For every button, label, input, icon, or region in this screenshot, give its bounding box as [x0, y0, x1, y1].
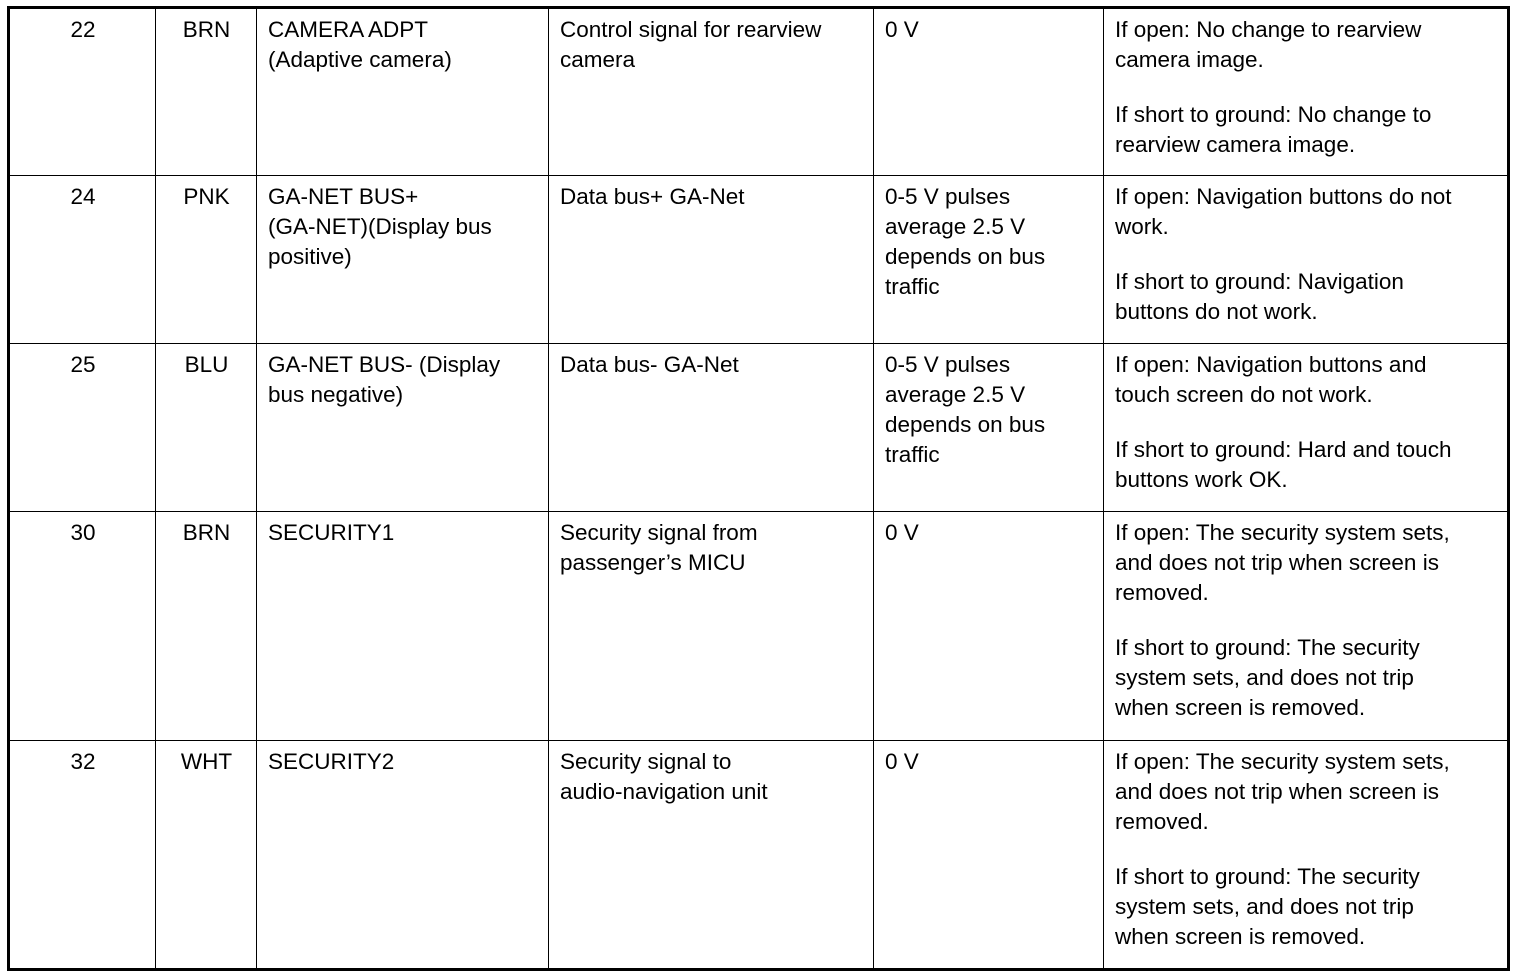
- signal-name-cell: [257, 176, 549, 344]
- description-cell-line: Data bus+ GA-Net: [560, 184, 745, 209]
- description-cell-line: Security signal from: [560, 520, 758, 545]
- signal-name-cell: [257, 8, 549, 176]
- condition-line: system sets, and does not trip: [1115, 665, 1414, 690]
- voltage-cell-line: 0 V: [885, 749, 919, 774]
- condition-paragraph: [1115, 350, 1497, 410]
- voltage-cell: [874, 8, 1104, 176]
- signal-name-cell-line: (Adaptive camera): [268, 47, 452, 72]
- conditions-cell: [1104, 8, 1509, 176]
- pinout-table-body: [9, 8, 1509, 970]
- signal-name-cell-line: GA-NET BUS- (Display: [268, 352, 501, 377]
- conditions-cell: [1104, 512, 1509, 741]
- signal-name-cell-line: CAMERA ADPT: [268, 17, 429, 42]
- description-cell: [549, 8, 874, 176]
- signal-name-cell-line: SECURITY1: [268, 520, 395, 545]
- table-row: [9, 8, 1509, 176]
- signal-name-cell: [257, 512, 549, 741]
- condition-line: buttons do not work.: [1115, 299, 1318, 324]
- voltage-cell: [874, 741, 1104, 970]
- signal-name-cell-line: positive): [268, 244, 352, 269]
- condition-line: If short to ground: Hard and touch: [1115, 437, 1452, 462]
- wire-color-cell: BLU: [156, 344, 257, 512]
- wire-color-cell: WHT: [156, 741, 257, 970]
- conditions-cell: [1104, 176, 1509, 344]
- condition-line: camera image.: [1115, 47, 1264, 72]
- condition-line: buttons work OK.: [1115, 467, 1288, 492]
- condition-line: If short to ground: The security: [1115, 635, 1420, 660]
- pin-number-cell: 24: [9, 176, 156, 344]
- pin-number-cell: 22: [9, 8, 156, 176]
- voltage-cell: [874, 344, 1104, 512]
- wire-color-cell: PNK: [156, 176, 257, 344]
- table-row: [9, 176, 1509, 344]
- condition-paragraph: [1115, 518, 1497, 608]
- voltage-cell-line: traffic: [885, 442, 940, 467]
- voltage-cell-line: depends on bus: [885, 244, 1046, 269]
- condition-line: If open: The security system sets,: [1115, 520, 1450, 545]
- voltage-cell-line: average 2.5 V: [885, 214, 1026, 239]
- description-cell: [549, 344, 874, 512]
- condition-line: work.: [1115, 214, 1169, 239]
- condition-line: If short to ground: Navigation: [1115, 269, 1404, 294]
- voltage-cell-line: 0-5 V pulses: [885, 184, 1011, 209]
- voltage-cell-line: traffic: [885, 274, 940, 299]
- condition-line: If short to ground: No change to: [1115, 102, 1432, 127]
- pin-number-cell: 25: [9, 344, 156, 512]
- conditions-cell: [1104, 344, 1509, 512]
- voltage-cell-line: depends on bus: [885, 412, 1046, 437]
- condition-paragraph: [1115, 747, 1497, 837]
- table-row: [9, 344, 1509, 512]
- signal-name-cell-line: GA-NET BUS+: [268, 184, 419, 209]
- signal-name-cell: [257, 344, 549, 512]
- signal-name-cell-line: SECURITY2: [268, 749, 395, 774]
- condition-paragraph: [1115, 100, 1497, 160]
- condition-line: removed.: [1115, 809, 1209, 834]
- signal-name-cell-line: bus negative): [268, 382, 404, 407]
- condition-line: If open: Navigation buttons and: [1115, 352, 1427, 377]
- voltage-cell-line: 0 V: [885, 17, 919, 42]
- voltage-cell-line: average 2.5 V: [885, 382, 1026, 407]
- condition-line: when screen is removed.: [1115, 695, 1366, 720]
- description-cell-line: Data bus- GA-Net: [560, 352, 739, 377]
- condition-line: If open: Navigation buttons do not: [1115, 184, 1452, 209]
- description-cell-line: camera: [560, 47, 636, 72]
- table-row: [9, 512, 1509, 741]
- description-cell: [549, 741, 874, 970]
- description-cell-line: audio-navigation unit: [560, 779, 768, 804]
- condition-line: removed.: [1115, 580, 1209, 605]
- conditions-cell: [1104, 741, 1509, 970]
- condition-line: touch screen do not work.: [1115, 382, 1373, 407]
- pin-number-cell: 30: [9, 512, 156, 741]
- condition-line: If open: The security system sets,: [1115, 749, 1450, 774]
- voltage-cell: [874, 176, 1104, 344]
- table-row: [9, 741, 1509, 970]
- condition-line: and does not trip when screen is: [1115, 779, 1439, 804]
- voltage-cell-line: 0 V: [885, 520, 919, 545]
- condition-paragraph: [1115, 862, 1497, 952]
- wire-color-cell: BRN: [156, 512, 257, 741]
- condition-paragraph: [1115, 633, 1497, 723]
- description-cell-line: Security signal to: [560, 749, 732, 774]
- wire-color-cell: BRN: [156, 8, 257, 176]
- condition-paragraph: [1115, 267, 1497, 327]
- condition-line: If short to ground: The security: [1115, 864, 1420, 889]
- signal-name-cell: [257, 741, 549, 970]
- voltage-cell: [874, 512, 1104, 741]
- condition-line: and does not trip when screen is: [1115, 550, 1439, 575]
- signal-name-cell-line: (GA-NET)(Display bus: [268, 214, 492, 239]
- condition-line: If open: No change to rearview: [1115, 17, 1422, 42]
- voltage-cell-line: 0-5 V pulses: [885, 352, 1011, 377]
- condition-line: when screen is removed.: [1115, 924, 1366, 949]
- condition-paragraph: [1115, 182, 1497, 242]
- condition-paragraph: [1115, 435, 1497, 495]
- description-cell: [549, 512, 874, 741]
- condition-line: rearview camera image.: [1115, 132, 1356, 157]
- description-cell: [549, 176, 874, 344]
- description-cell-line: passenger’s MICU: [560, 550, 746, 575]
- pin-number-cell: 32: [9, 741, 156, 970]
- connector-pinout-table: [7, 6, 1510, 971]
- description-cell-line: Control signal for rearview: [560, 17, 822, 42]
- condition-line: system sets, and does not trip: [1115, 894, 1414, 919]
- condition-paragraph: [1115, 15, 1497, 75]
